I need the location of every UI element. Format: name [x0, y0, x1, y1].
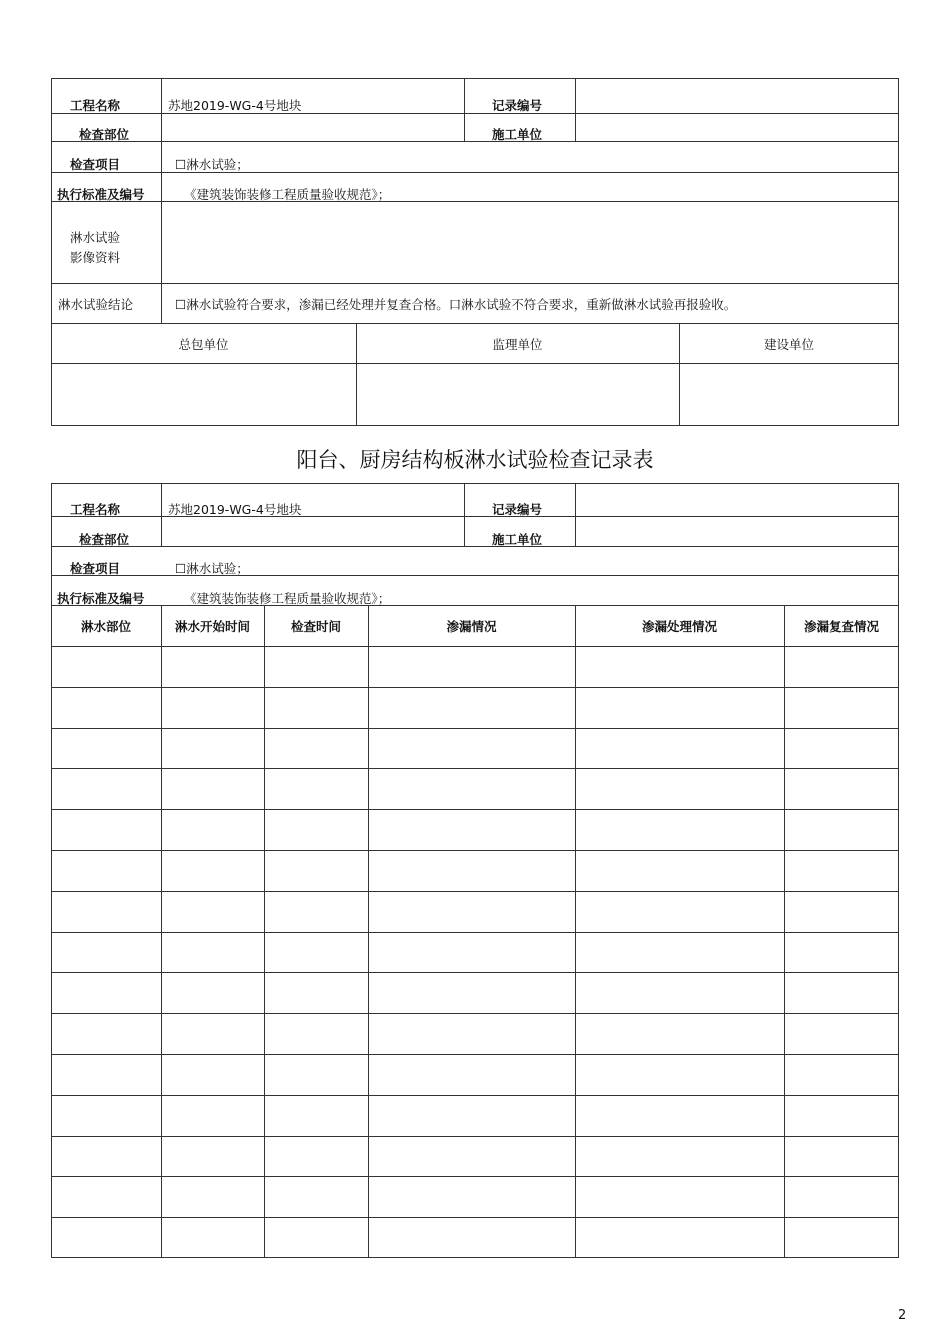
inspection-item-label: 检查项目	[70, 561, 121, 576]
form2-table	[51, 483, 899, 1258]
table-row	[51, 687, 899, 688]
table-row	[51, 1095, 899, 1096]
photo-label: 影像资料	[70, 250, 121, 265]
table-row	[51, 932, 899, 933]
table-header-cell: 渗漏情况	[446, 619, 497, 634]
page-number: 2	[898, 1308, 907, 1323]
form2-divider	[51, 605, 899, 606]
photo-label: 淋水试验	[70, 230, 121, 245]
project-name-value: 苏地2019-WG-4号地块	[168, 502, 302, 517]
form1-table	[51, 78, 899, 426]
table-header-cell: 渗漏复查情况	[803, 619, 879, 634]
table-row	[51, 1054, 899, 1055]
form1-divider	[51, 283, 899, 284]
table-header-cell: 淋水开始时间	[174, 619, 250, 634]
construction-unit-label: 施工单位	[492, 127, 543, 142]
page-title: 阳台、厨房结构板淋水试验检查记录表	[296, 448, 654, 472]
table-row	[51, 1217, 899, 1218]
form1-divider	[51, 363, 899, 364]
record-no-label: 记录编号	[492, 502, 543, 517]
sign-general-contractor: 总包单位	[178, 337, 229, 352]
form1-divider	[51, 323, 899, 324]
table-row	[51, 1013, 899, 1014]
project-name-label: 工程名称	[70, 98, 121, 113]
form2-divider	[575, 483, 576, 546]
conclusion-value: ☐淋水试验符合要求，渗漏已经处理并复查合格。口淋水试验不符合要求，重新做淋水试验再报验收。	[175, 297, 737, 312]
form1-divider	[51, 201, 899, 202]
table-row	[51, 850, 899, 851]
table-row	[51, 768, 899, 769]
record-no-label: 记录编号	[492, 98, 543, 113]
standard-label: 执行标准及编号	[57, 591, 145, 606]
table-row	[51, 728, 899, 729]
table-row	[51, 891, 899, 892]
sign-owner: 建设单位	[763, 337, 814, 352]
form1-divider	[51, 141, 899, 142]
inspection-item-value: ☐淋水试验；	[175, 561, 249, 576]
standard-value: 《建筑装饰装修工程质量验收规范》；	[184, 187, 391, 202]
construction-unit-label: 施工单位	[492, 532, 543, 547]
table-row	[51, 1176, 899, 1177]
table-row	[51, 646, 899, 647]
table-header-cell: 渗漏处理情况	[641, 619, 717, 634]
table-header-cell: 检查时间	[290, 619, 341, 634]
form2-divider	[161, 483, 162, 546]
form1-divider	[575, 78, 576, 141]
inspection-part-label: 检查部位	[79, 532, 130, 547]
inspection-item-value: ☐淋水试验；	[175, 157, 249, 172]
sign-supervision: 监理单位	[492, 337, 543, 352]
inspection-part-label: 检查部位	[79, 127, 130, 142]
standard-label: 执行标准及编号	[57, 187, 145, 202]
form2-divider	[464, 483, 465, 546]
table-row	[51, 972, 899, 973]
form2-divider	[51, 546, 899, 547]
form1-divider	[161, 78, 162, 323]
table-row	[51, 1136, 899, 1137]
form1-divider	[464, 78, 465, 141]
project-name-label: 工程名称	[70, 502, 121, 517]
project-name-value: 苏地2019-WG-4号地块	[168, 98, 302, 113]
table-header-cell: 淋水部位	[80, 619, 131, 634]
standard-value: 《建筑装饰装修工程质量验收规范》；	[184, 591, 391, 606]
table-row	[51, 809, 899, 810]
conclusion-label: 淋水试验结论	[58, 297, 134, 312]
inspection-item-label: 检查项目	[70, 157, 121, 172]
